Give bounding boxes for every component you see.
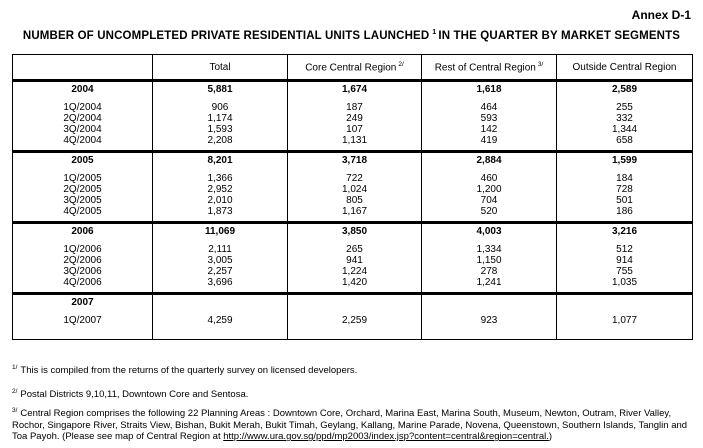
column-header	[422, 55, 557, 81]
footnote-2-marker: 2/	[12, 388, 18, 395]
cell: 1,241	[422, 277, 557, 288]
cell: 1,618	[422, 81, 557, 96]
cell: 11,069	[153, 223, 288, 238]
table-header	[13, 55, 693, 81]
quarter-row	[13, 277, 693, 288]
cell	[153, 294, 288, 309]
year-summary-row	[13, 152, 693, 167]
cell	[422, 294, 557, 309]
cell: 3,005	[153, 255, 288, 266]
cell: 419	[422, 135, 557, 146]
cell: 2Q/2006	[13, 255, 153, 266]
cell: 1Q/2004	[13, 102, 153, 113]
units-table	[12, 54, 693, 340]
cell: 249	[288, 113, 422, 124]
cell: 3,216	[557, 223, 693, 238]
cell: 5,881	[153, 81, 288, 96]
cell: 1,599	[557, 152, 693, 167]
column-header-label: Outside Central Region	[572, 61, 677, 73]
cell: 1,024	[288, 184, 422, 195]
quarter-row	[13, 124, 693, 135]
cell	[288, 294, 422, 309]
cell: 3,850	[288, 223, 422, 238]
cell: 1Q/2007	[13, 315, 153, 326]
year-summary-row	[13, 223, 693, 238]
column-header	[288, 55, 422, 81]
cell: 1,150	[422, 255, 557, 266]
column-header-label: Core Central Region	[305, 62, 397, 74]
spacer-cell	[153, 326, 288, 340]
cell: 2,208	[153, 135, 288, 146]
quarter-row	[13, 113, 693, 124]
cell: 1,873	[153, 206, 288, 217]
cell: 4,259	[153, 315, 288, 326]
footnote-2	[12, 386, 694, 401]
cell: 1,674	[288, 81, 422, 96]
cell: 2007	[13, 294, 153, 309]
year-section	[13, 81, 693, 152]
title-footnote-marker: 1	[432, 29, 437, 36]
cell: 2,952	[153, 184, 288, 195]
cell: 914	[557, 255, 693, 266]
cell: 3Q/2004	[13, 124, 153, 135]
cell: 512	[557, 244, 693, 255]
footnote-2-text: Postal Districts 9,10,11, Downtown Core and Sentosa.	[20, 389, 249, 401]
cell: 460	[422, 173, 557, 184]
cell: 704	[422, 195, 557, 206]
cell: 2005	[13, 152, 153, 167]
cell: 2Q/2004	[13, 113, 153, 124]
quarter-row	[13, 195, 693, 206]
cell: 3,718	[288, 152, 422, 167]
cell: 2,589	[557, 81, 693, 96]
cell: 2006	[13, 223, 153, 238]
cell: 3Q/2005	[13, 195, 153, 206]
spacer-cell	[557, 326, 693, 340]
cell: 805	[288, 195, 422, 206]
central-region-map-link[interactable]: http://www.ura.gov.sg/ppd/mp2003/index.jsp?content=central&region=central.	[223, 431, 549, 443]
cell: 4Q/2004	[13, 135, 153, 146]
quarter-row	[13, 255, 693, 266]
footnote-3	[12, 405, 694, 443]
cell: 464	[422, 102, 557, 113]
year-section	[13, 294, 693, 340]
year-section	[13, 152, 693, 223]
cell: 3Q/2006	[13, 266, 153, 277]
cell: 107	[288, 124, 422, 135]
quarter-row	[13, 135, 693, 146]
cell: 184	[557, 173, 693, 184]
footnote-1	[12, 362, 694, 377]
cell: 265	[288, 244, 422, 255]
cell	[557, 294, 693, 309]
cell: 278	[422, 266, 557, 277]
spacer-row	[13, 326, 693, 340]
units-table-container	[12, 54, 692, 340]
footnote-3-marker: 3/	[12, 407, 18, 414]
column-header-label: Rest of Central Region	[434, 62, 536, 74]
year-section	[13, 223, 693, 294]
cell: 142	[422, 124, 557, 135]
cell: 658	[557, 135, 693, 146]
cell: 520	[422, 206, 557, 217]
cell: 1Q/2005	[13, 173, 153, 184]
cell: 1,366	[153, 173, 288, 184]
quarter-row	[13, 102, 693, 113]
cell: 1,077	[557, 315, 693, 326]
cell: 4Q/2006	[13, 277, 153, 288]
cell: 728	[557, 184, 693, 195]
cell: 1,035	[557, 277, 693, 288]
cell: 2,257	[153, 266, 288, 277]
cell: 255	[557, 102, 693, 113]
column-header	[153, 55, 288, 81]
cell: 2004	[13, 81, 153, 96]
spacer-cell	[422, 326, 557, 340]
header-row	[13, 55, 693, 81]
cell: 722	[288, 173, 422, 184]
cell: 2,884	[422, 152, 557, 167]
cell: 2,259	[288, 315, 422, 326]
cell: 1,174	[153, 113, 288, 124]
spacer-cell	[288, 326, 422, 340]
page-title	[0, 29, 703, 42]
cell: 1,593	[153, 124, 288, 135]
cell: 1,224	[288, 266, 422, 277]
cell: 1,420	[288, 277, 422, 288]
column-header	[13, 55, 153, 81]
cell: 4,003	[422, 223, 557, 238]
cell: 187	[288, 102, 422, 113]
title-text-suffix: IN THE QUARTER BY MARKET SEGMENTS	[438, 29, 681, 42]
cell: 1,334	[422, 244, 557, 255]
cell: 923	[422, 315, 557, 326]
cell: 593	[422, 113, 557, 124]
quarter-row	[13, 206, 693, 217]
cell: 501	[557, 195, 693, 206]
cell: 941	[288, 255, 422, 266]
cell: 8,201	[153, 152, 288, 167]
cell: 1,167	[288, 206, 422, 217]
footnote-1-text: This is compiled from the returns of the quarterly survey on licensed developers.	[20, 365, 358, 377]
year-summary-row	[13, 81, 693, 96]
cell: 3,696	[153, 277, 288, 288]
cell: 1,344	[557, 124, 693, 135]
cell: 2,010	[153, 195, 288, 206]
column-footnote-marker: 3/	[537, 60, 544, 68]
cell: 906	[153, 102, 288, 113]
quarter-row	[13, 173, 693, 184]
cell: 2,111	[153, 244, 288, 255]
quarter-row	[13, 315, 693, 326]
title-text: NUMBER OF UNCOMPLETED PRIVATE RESIDENTIAL UNITS LAUNCHED	[22, 29, 430, 42]
cell: 755	[557, 266, 693, 277]
cell: 1Q/2006	[13, 244, 153, 255]
spacer-cell	[13, 326, 153, 340]
year-summary-row	[13, 294, 693, 309]
column-header-label: Total	[209, 61, 231, 73]
footnote-1-marker: 1/	[12, 364, 18, 371]
column-footnote-marker: 2/	[398, 60, 404, 68]
quarter-row	[13, 244, 693, 255]
cell: 186	[557, 206, 693, 217]
annex-label: Annex D-1	[631, 8, 691, 22]
quarter-row	[13, 184, 693, 195]
quarter-row	[13, 266, 693, 277]
cell: 1,131	[288, 135, 422, 146]
column-header	[557, 55, 693, 81]
cell: 332	[557, 113, 693, 124]
footnote-3-text-close: )	[548, 431, 553, 443]
cell: 1,200	[422, 184, 557, 195]
cell: 2Q/2005	[13, 184, 153, 195]
cell: 4Q/2005	[13, 206, 153, 217]
footnote-3-text: Central Region comprises the following 22 Planning Areas : Downtown Core, Orchard, Marina East, Marina South, Museum, Newton, Outram, River Valley, Rochor, Singapore River, Straits View, Bishan, Bukit Merah, Bukit Timah, Geylang, Kallang, Marine Parade, Novena, Queenstown, Southern Islands, Tanglin and Toa Payoh. (Please see map of Central Region at	[12, 408, 688, 443]
